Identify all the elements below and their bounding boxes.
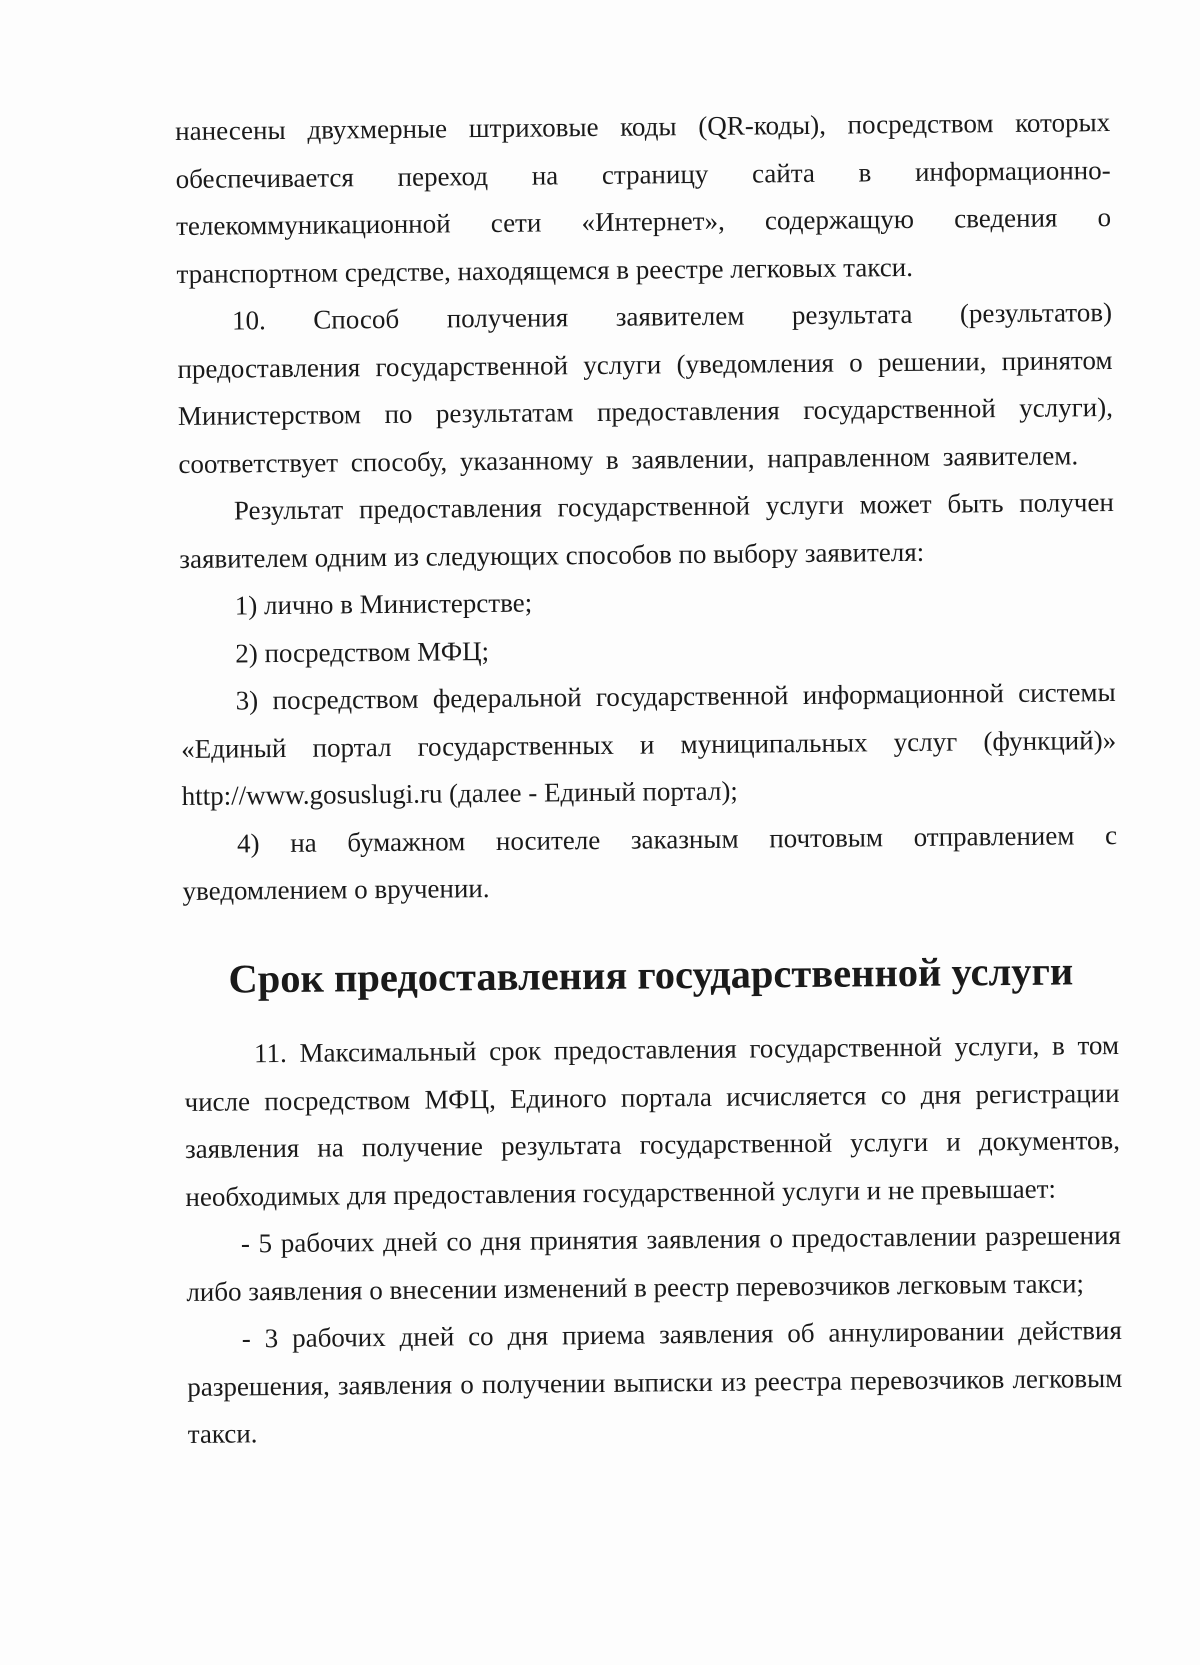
list-item-3-days: - 3 рабочих дней со дня приема заявления об аннулировании действия разрешения, заявления о получении выписки из реестра перевозчиков легковым такси. bbox=[187, 1314, 1123, 1449]
paragraph-item-11: 11. Максимальный срок предоставления государственной услуги, в том числе посредством МФЦ, Единого портала исчисляется со дня регистрации заявления на получение результата государственной услуги и документов, необходимых для предоставления государственной услуги и не превышает: bbox=[184, 1029, 1121, 1212]
paragraph-result-methods-intro: Результат предоставления государственной услуги может быть получен заявителем одним из следующих способов по выбору заявителя: bbox=[179, 487, 1114, 574]
list-item-2: 2) посредством МФЦ; bbox=[235, 635, 490, 668]
document-body bbox=[175, 99, 1123, 1458]
list-item-5-days: - 5 рабочих дней со дня принятия заявления о предоставлении разрешения либо заявления о внесении изменений в реестр перевозчиков легковым такси; bbox=[186, 1219, 1122, 1307]
section-heading: Срок предоставления государственной услуги bbox=[228, 947, 1074, 1002]
list-item-3: 3) посредством федеральной государственной информационной системы «Единый портал государственных и муниципальных услуг (функций)» http://www.gosuslugi.ru (далее - Единый портал); bbox=[181, 676, 1117, 811]
paragraph-item-10: 10. Способ получения заявителем результата (результатов) предоставления государственной услуги (уведомления о решении, принятом Министерством по результатам предоставления государственной услуги), соответствует способу, указанному в заявлении, направленном заявителем. bbox=[177, 297, 1114, 479]
list-item-1: 1) лично в Министерстве; bbox=[234, 587, 533, 621]
paragraph-qr-codes: нанесены двухмерные штриховые коды (QR-коды), посредством которых обеспечивается переход на страницу сайта в информационно-телекоммуникационной сети «Интернет», содержащую сведения о транспортном средстве, находящемся в реестре легковых такси. bbox=[175, 107, 1112, 289]
list-item-4: 4) на бумажном носителе заказным почтовым отправлением с уведомлением о вручении. bbox=[182, 819, 1118, 906]
